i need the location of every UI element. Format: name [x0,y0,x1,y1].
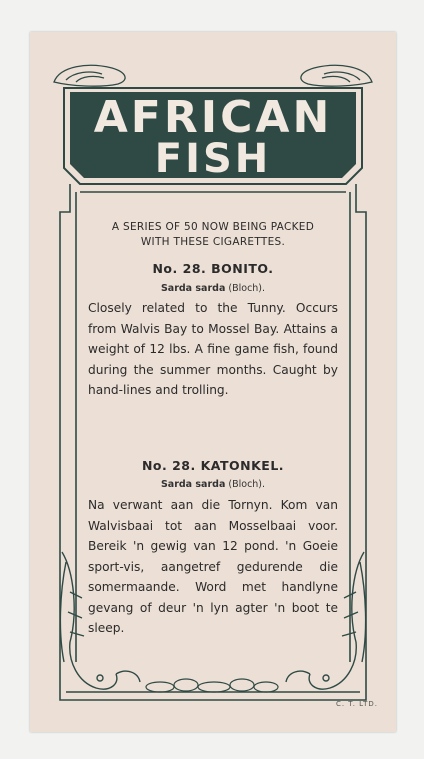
intro-line1: A SERIES OF 50 NOW BEING PACKED [111,221,315,233]
shell-icon [301,65,372,86]
card-title-line1: AFRICAN [93,92,333,143]
printer-mark: C. T. LTD. [335,700,378,708]
cigarette-card [30,32,396,732]
english-description: Closely related to the Tunny. Occurs from Walvis Bay to Mossel Bay. Attains a weight of 12 lbs. A fine game fish, found during the summer months. Caught by hand-lines and trolling. [88,301,338,397]
afrikaans-description: Na verwant aan die Tornyn. Kom van Walvisbaai tot aan Mosselbaai voor. Bereik 'n gewig van 12 pond. 'n Goeie sport-vis, aangetref gedurende die somermaande. Word met handlyne gevang of deur 'n lyn agter 'n boot te sleep. [88,498,338,635]
afrikaans-scientific-name [82,479,344,490]
scientific-name: Sarda sarda [160,479,226,490]
shell-icon [54,65,125,86]
authority: (Bloch). [228,283,266,294]
pebbles-ornament [146,679,278,692]
series-intro [82,220,344,250]
english-heading: No. 28. BONITO. [152,261,274,276]
intro-line2: WITH THESE CIGARETTES. [140,236,286,248]
english-scientific-name [82,283,344,294]
card-title-line2: FISH [154,136,272,182]
afrikaans-heading: No. 28. KATONKEL. [141,458,285,473]
authority: (Bloch). [228,479,266,490]
scientific-name: Sarda sarda [160,283,226,294]
